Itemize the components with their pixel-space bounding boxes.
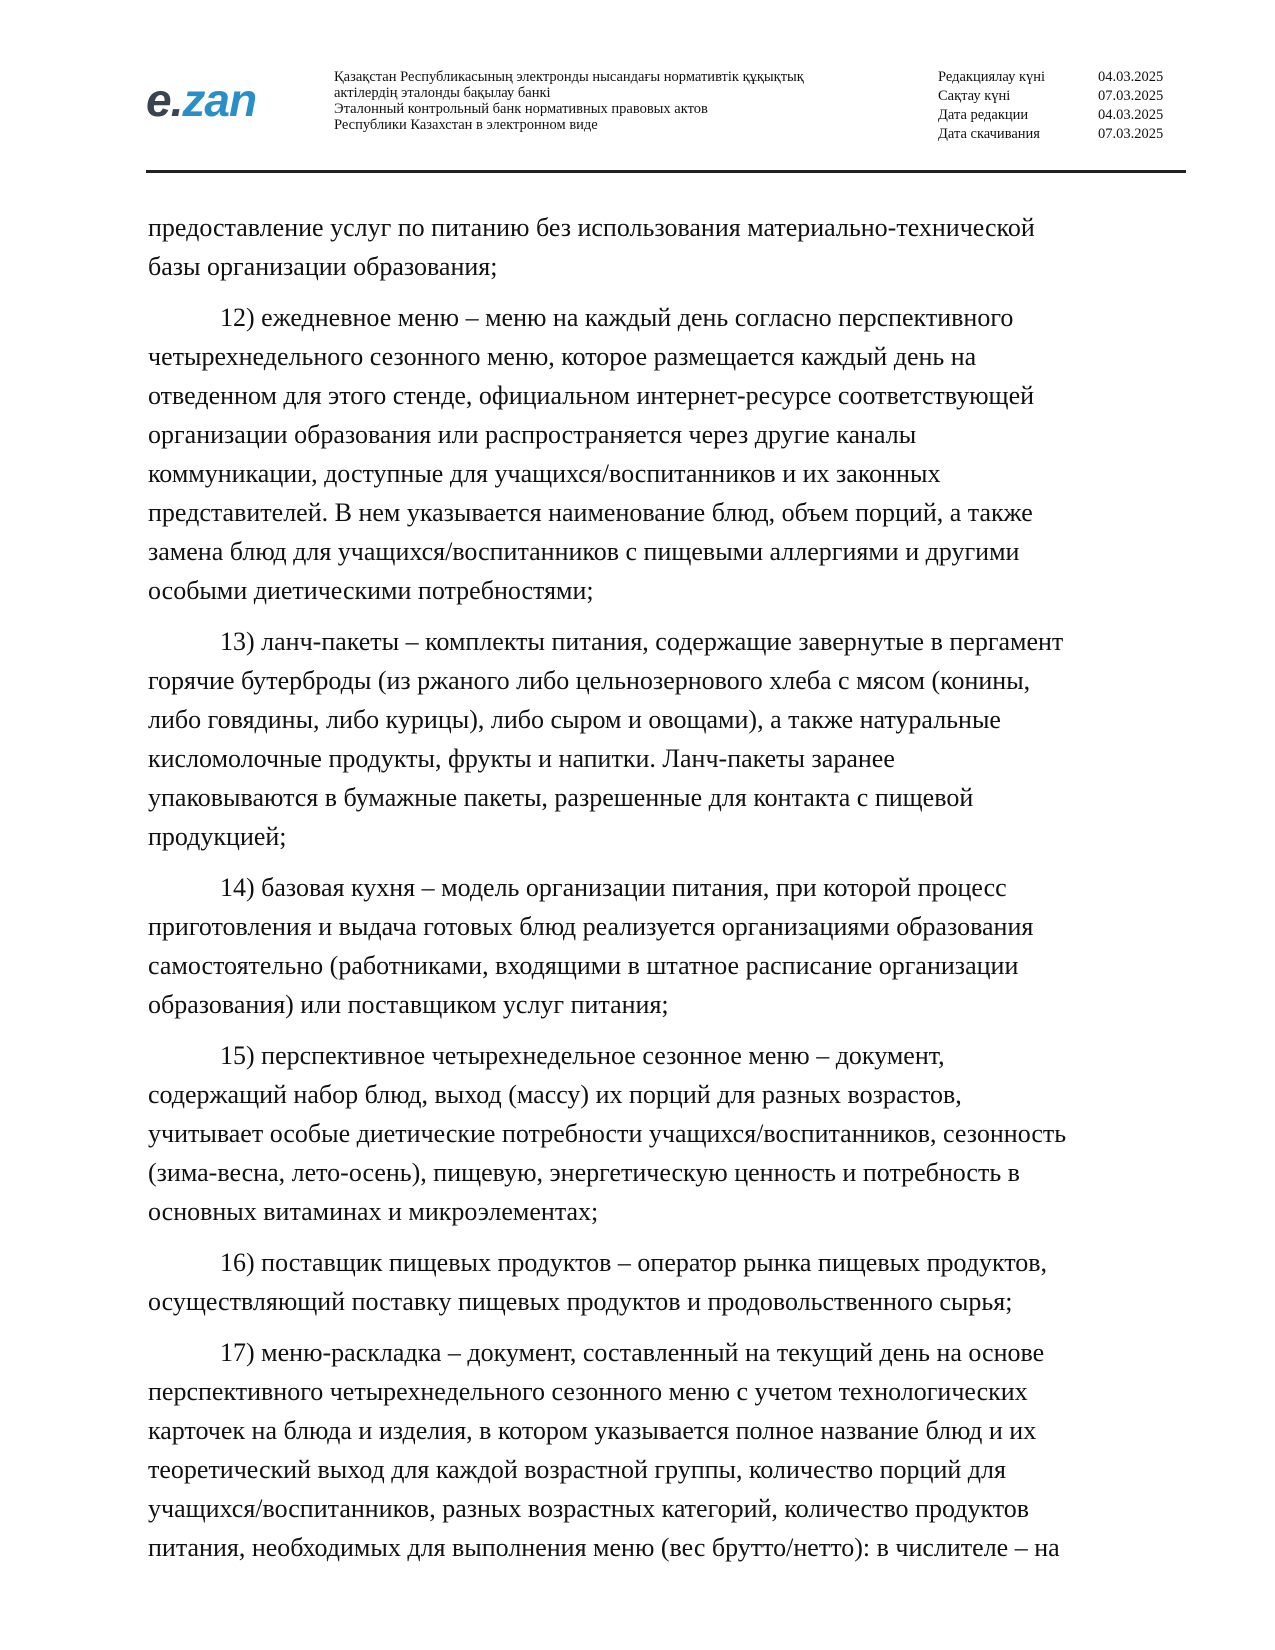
meta-value: 07.03.2025 <box>1098 88 1164 104</box>
meta-row <box>938 87 1188 106</box>
text-line: учитывает особые диетические потребности учащихся/воспитанников, сезонность <box>148 1119 1067 1148</box>
text-line: учащихся/воспитанников, разных возрастных категорий, количество продуктов <box>148 1494 1030 1523</box>
document-header <box>0 0 1275 175</box>
text-line: организации образования или распространяется через другие каналы <box>148 420 917 449</box>
date-metadata <box>938 68 1188 144</box>
text-line: образования) или поставщиком услуг питания; <box>148 990 669 1019</box>
document-body <box>148 208 1188 1579</box>
meta-value: 04.03.2025 <box>1098 107 1164 123</box>
text-line: 15) перспективное четырехнедельное сезонное меню – документ, <box>220 1041 945 1070</box>
text-line: 16) поставщик пищевых продуктов – оператор рынка пищевых продуктов, <box>220 1248 1048 1277</box>
text-line: замена блюд для учащихся/воспитанников с пищевыми аллергиями и другими <box>148 537 1020 566</box>
paragraph-item-13 <box>148 622 1188 856</box>
text-line: 17) меню-раскладка – документ, составленный на текущий день на основе <box>220 1338 1045 1367</box>
meta-value: 07.03.2025 <box>1098 126 1164 142</box>
meta-value: 04.03.2025 <box>1098 69 1164 85</box>
text-line: теоретический выход для каждой возрастной группы, количество порций для <box>148 1455 1006 1484</box>
text-line: (зима-весна, лето-осень), пищевую, энергетическую ценность и потребность в <box>148 1158 1020 1187</box>
text-line: питания, необходимых для выполнения меню (вес брутто/нетто): в числителе – на <box>148 1533 1060 1562</box>
text-line: горячие бутерброды (из ржаного либо цельнозернового хлеба с мясом (конины, <box>148 666 1031 695</box>
paragraph-item-17 <box>148 1333 1188 1567</box>
logo-e-part: e. <box>146 74 183 126</box>
text-line: перспективного четырехнедельного сезонного меню с учетом технологических <box>148 1377 1028 1406</box>
ezan-logo <box>146 72 256 128</box>
header-divider <box>146 170 1186 173</box>
meta-label: Редакциялау күні <box>938 69 1046 85</box>
text-line: либо говядины, либо курицы), либо сыром и овощами), а также натуральные <box>148 705 1001 734</box>
logo-zan-part: zan <box>182 74 257 126</box>
text-line: основных витаминах и микроэлементах; <box>148 1197 599 1226</box>
text-line: коммуникации, доступные для учащихся/воспитанников и их законных <box>148 459 941 488</box>
meta-label: Сақтау күні <box>938 88 1011 104</box>
paragraph <box>148 208 1188 286</box>
source-line: Республики Казахстан в электронном виде <box>334 117 598 133</box>
text-line: карточек на блюда и изделия, в котором указывается полное название блюд и их <box>148 1416 1037 1445</box>
text-line: представителей. В нем указывается наименование блюд, объем порций, а также <box>148 498 1033 527</box>
text-line: особыми диетическими потребностями; <box>148 576 594 605</box>
text-line: предоставление услуг по питанию без использования материально-технической <box>148 213 1035 242</box>
source-line: Қазақстан Республикасының электронды нысандағы нормативтік құқықтық <box>334 69 804 85</box>
text-line: продукцией; <box>148 822 287 851</box>
text-line: четырехнедельного сезонного меню, которое размещается каждый день на <box>148 342 977 371</box>
text-line: кисломолочные продукты, фрукты и напитки. Ланч-пакеты заранее <box>148 744 895 773</box>
paragraph-item-12 <box>148 298 1188 610</box>
text-line: упаковываются в бумажные пакеты, разрешенные для контакта с пищевой <box>148 783 974 812</box>
text-line: 13) ланч-пакеты – комплекты питания, содержащие завернутые в пергамент <box>220 627 1064 656</box>
text-line: отведенном для этого стенде, официальном интернет-ресурсе соответствующей <box>148 381 1035 410</box>
paragraph-item-16 <box>148 1243 1188 1321</box>
meta-label: Дата скачивания <box>938 126 1040 142</box>
source-line: Эталонный контрольный банк нормативных правовых актов <box>334 101 708 117</box>
text-line: содержащий набор блюд, выход (массу) их порций для разных возрастов, <box>148 1080 962 1109</box>
text-line: 14) базовая кухня – модель организации питания, при которой процесс <box>220 873 1007 902</box>
meta-row <box>938 125 1188 144</box>
text-line: базы организации образования; <box>148 252 498 281</box>
text-line: самостоятельно (работниками, входящими в штатное расписание организации <box>148 951 1019 980</box>
source-line: актілердің эталонды бақылау банкі <box>334 85 551 101</box>
meta-row <box>938 68 1188 87</box>
text-line: осуществляющий поставку пищевых продуктов и продовольственного сырья; <box>148 1287 1013 1316</box>
paragraph-item-15 <box>148 1036 1188 1231</box>
meta-row <box>938 106 1188 125</box>
paragraph-item-14 <box>148 868 1188 1024</box>
meta-label: Дата редакции <box>938 107 1029 123</box>
text-line: приготовления и выдача готовых блюд реализуется организациями образования <box>148 912 1034 941</box>
text-line: 12) ежедневное меню – меню на каждый день согласно перспективного <box>220 303 1014 332</box>
source-description <box>334 69 804 133</box>
